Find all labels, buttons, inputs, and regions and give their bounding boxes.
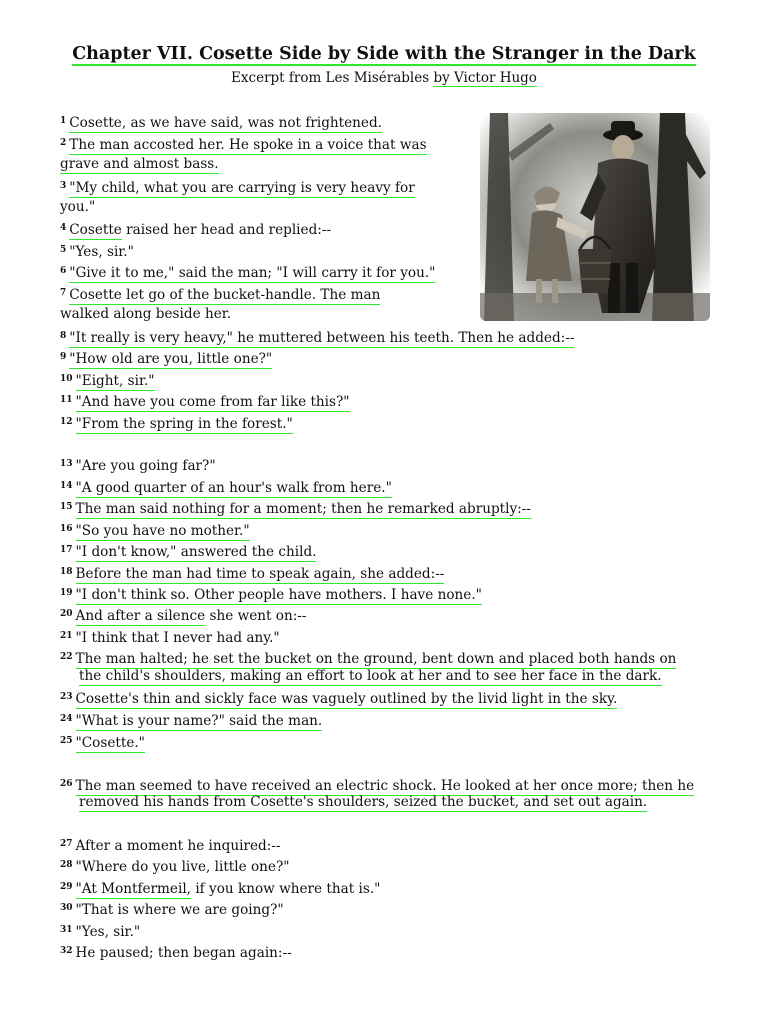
plain-text: "That is where we are going?" [75,902,284,918]
text-line [60,133,427,156]
line-number: 7 [60,288,67,298]
text-line [60,154,219,175]
text-line [60,369,155,392]
text-line [60,304,231,325]
author-credit: by Victor Hugo [433,70,537,86]
line-number: 20 [60,609,73,619]
highlighted-text: "At Montfermeil, [75,881,191,897]
plain-text: "Are you going far?" [75,458,216,474]
line-number: 29 [60,882,73,892]
text-line [60,604,307,627]
chapter-title-text: Chapter VII. Cosette Side by Side with the Stranger in the Dark [72,44,696,64]
text-line [60,834,280,857]
line-number: 2 [60,138,67,148]
excerpt-subtitle [0,69,768,87]
highlighted-text: "I don't think so. Other people have mothers. I have none." [75,587,482,603]
highlighted-text: "Cosette." [75,735,145,751]
text-line [60,454,216,477]
line-number: 23 [60,692,73,702]
line-number: 21 [60,631,73,641]
text-line [60,283,380,306]
line-number: 17 [60,545,73,555]
line-number: 14 [60,481,73,491]
plain-text: He paused; then began again:-- [75,945,292,961]
illustration-cosette-and-stranger-icon [480,113,710,321]
line-number: 5 [60,245,67,255]
line-number: 28 [60,860,73,870]
line-number: 1 [60,116,67,126]
highlighted-text: "Eight, sir." [75,373,155,389]
text-line [60,476,392,499]
text-line [60,583,482,606]
line-number: 13 [60,459,73,469]
text-line [79,666,662,687]
line-number: 4 [60,223,67,233]
text-line [60,898,284,921]
line-number: 16 [60,524,73,534]
line-number: 27 [60,839,73,849]
highlighted-text: "And have you come from far like this?" [75,394,350,410]
line-number: 24 [60,714,73,724]
highlighted-text: "A good quarter of an hour's walk from here." [75,480,392,496]
chapter-title [0,43,768,65]
text-line [60,412,293,435]
highlighted-text: "I don't know," answered the child. [75,544,317,560]
highlighted-text: Before the man had time to speak again, she added:-- [75,566,445,582]
highlighted-text: "It really is very heavy," he muttered between his teeth. Then he added:-- [69,330,575,346]
highlighted-text: the child's shoulders, making an effort to look at her and to see her face in the dark. [79,668,662,684]
highlighted-text: Cosette's thin and sickly face was vaguely outlined by the livid light in the sky. [75,691,618,707]
highlighted-text: Cosette [69,222,122,238]
highlighted-text: The man halted; he set the bucket on the ground, bent down and placed both hands on [75,651,677,667]
highlighted-text: Cosette let go of the bucket-handle. The man [69,287,381,303]
highlighted-text: "What is your name?" said the man. [75,713,323,729]
text-line [60,519,250,542]
plain-text: "I think that I never had any." [75,630,280,646]
plain-text: After a moment he inquired:-- [75,838,281,854]
line-number: 12 [60,417,73,427]
highlighted-text: The man accosted her. He spoke in a voice that was [69,137,427,153]
line-number: 9 [60,352,67,362]
line-number: 22 [60,652,73,662]
highlighted-text: And after a silence [75,608,206,624]
illustration-image [480,113,710,321]
line-number: 6 [60,266,67,276]
highlighted-text: "From the spring in the forest." [75,416,293,432]
text-line [60,562,444,585]
text-line [60,197,95,218]
text-line [79,792,647,813]
line-number: 30 [60,903,73,913]
text-line [60,240,134,263]
highlighted-text: removed his hands from Cosette's shoulders, seized the bucket, and set out again. [79,794,648,810]
line-number: 18 [60,567,73,577]
highlighted-text: The man said nothing for a moment; then he remarked abruptly:-- [75,501,531,517]
plain-text: you." [60,199,96,215]
subtitle-prefix: Excerpt from Les Misérables [231,70,434,86]
text-line [60,390,350,413]
line-number: 25 [60,736,73,746]
highlighted-text: Cosette, as we have said, was not frightened. [69,115,382,131]
line-number: 15 [60,502,73,512]
plain-text: if you know where that is." [191,881,381,897]
text-line [60,326,574,349]
highlighted-text: grave and almost bass. [60,156,219,172]
text-line [60,731,145,754]
line-number: 32 [60,946,73,956]
line-number: 11 [60,395,73,405]
text-line [60,709,322,732]
text-line [60,855,290,878]
plain-text: "Yes, sir." [69,244,134,260]
text-line [60,347,272,370]
plain-text: she went on:-- [205,608,307,624]
text-line [60,687,617,710]
text-line [60,111,382,134]
text-line [60,218,331,241]
text-line [60,497,531,520]
text-line [60,261,435,284]
highlighted-text: The man seemed to have received an electric shock. He looked at her once more; then he [75,778,695,794]
text-line [60,941,292,964]
text-line [60,176,415,199]
text-line [60,540,316,563]
plain-text: raised her head and replied:-- [121,222,332,238]
plain-text: "Yes, sir." [75,924,141,940]
line-number: 8 [60,331,67,341]
plain-text: "Where do you live, little one?" [75,859,290,875]
line-number: 26 [60,779,73,789]
line-number: 19 [60,588,73,598]
plain-text: walked along beside her. [60,306,232,322]
text-line [60,877,380,900]
line-number: 31 [60,925,73,935]
highlighted-text: "Give it to me," said the man; "I will carry it for you." [69,265,436,281]
line-number: 10 [60,374,73,384]
highlighted-text: "My child, what you are carrying is very heavy for [69,180,415,196]
line-number: 3 [60,181,67,191]
text-line [60,920,140,943]
highlighted-text: "How old are you, little one?" [69,351,273,367]
text-line [60,626,280,649]
highlighted-text: "So you have no mother." [75,523,250,539]
